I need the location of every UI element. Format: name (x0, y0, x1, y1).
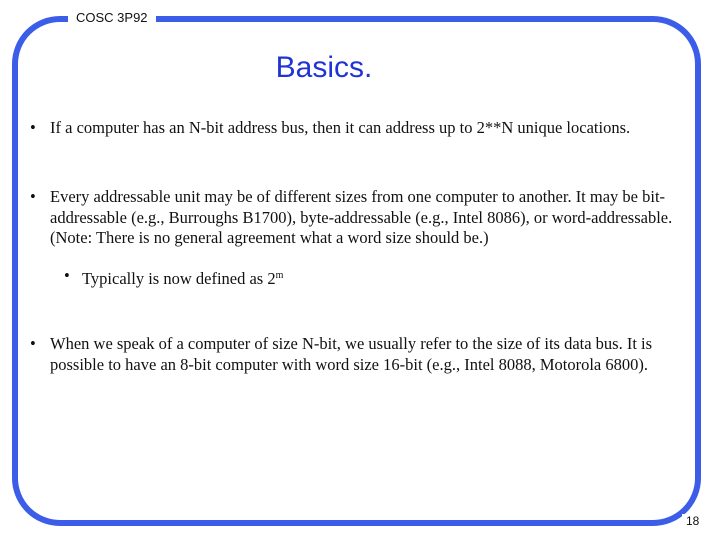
slide-title: Basics. (275, 51, 373, 84)
bullet-text: When we speak of a computer of size N-bit, we usually refer to the size of its data bus. It is possible to have an 8-bit computer with word size 16-bit (e.g., Intel 8088, Motorola 6800). (50, 334, 653, 374)
sub-bullet-main-text: Typically is now defined as 2 (82, 269, 276, 288)
bullet-text: If a computer has an N-bit address bus, then it can address up to 2**N unique locations. (50, 118, 631, 137)
sub-bullet-icon: • (64, 266, 70, 285)
bullet-icon: • (30, 334, 36, 353)
course-label: COSC 3P92 (68, 9, 156, 27)
superscript-exponent: m (275, 270, 284, 281)
bullet-icon: • (30, 118, 36, 137)
bullet-icon: • (30, 187, 36, 206)
bullet-text: Every addressable unit may be of different sizes from one computer to another. It may be bit-addressable (e.g., Burroughs B1700), byte-addressable (e.g., Intel 8086), or word-addressable. (Note: There is no general agreement what a word size should be.) (50, 187, 673, 247)
page-number: 18 (682, 514, 703, 528)
sub-bullet-text (82, 266, 283, 290)
